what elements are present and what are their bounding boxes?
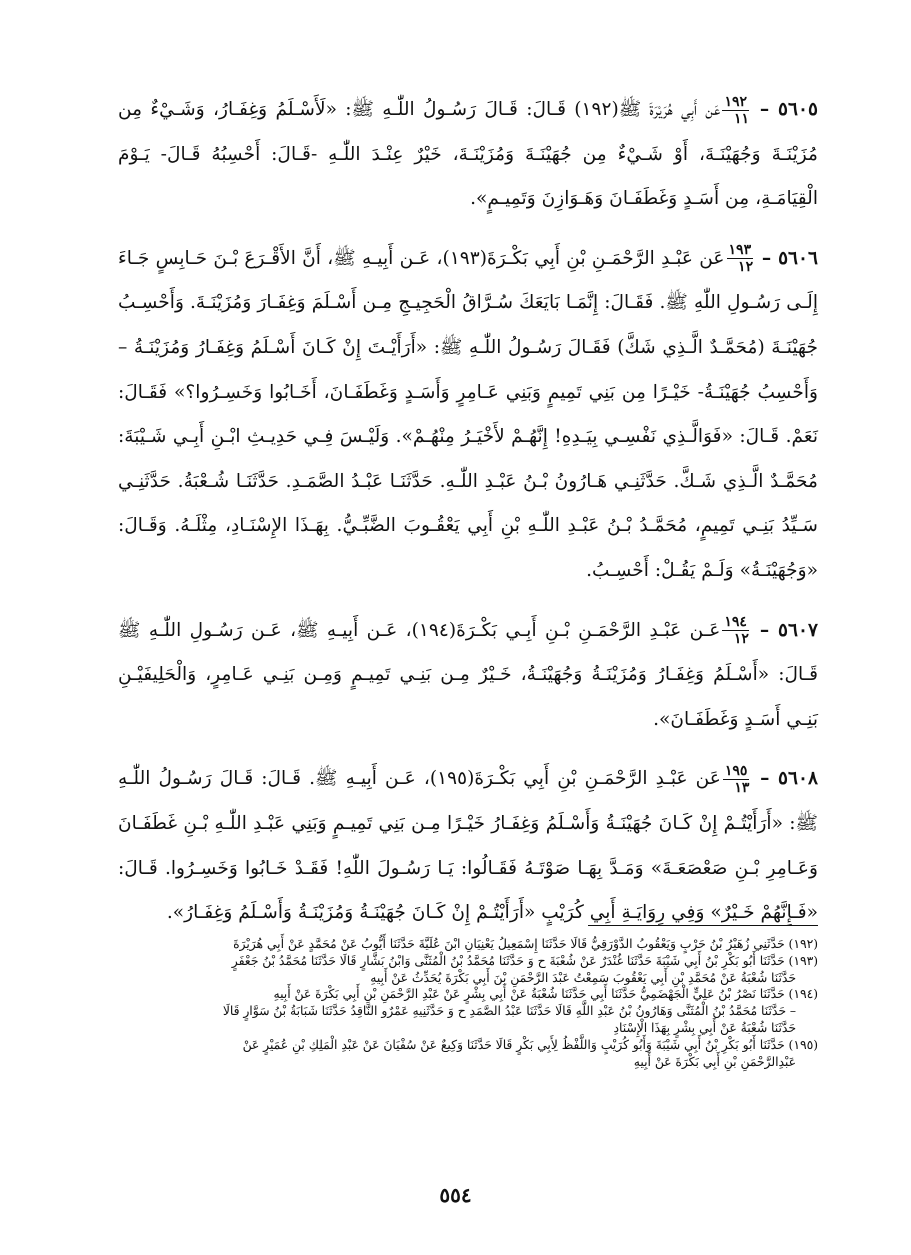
hadith-line: وَأَحْسِبُ جُهَيْنَـةُ- خَيْـرًا مِن بَنِي تَمِيمٍ وَبَنِي عَـامِرٍ وَأَسَـدٍ وَغَطَفَـانَ، أَخَـابُوا وَخَسِـرُوا؟» فَقَـالَ: — [118, 381, 818, 403]
page-number: ٥٥٤ — [439, 1183, 472, 1207]
footnote-line: عَبْدِالرَّحْمَنِ بْنِ أَبِي بَكْرَةَ عَنْ أَبِيهِ — [633, 1054, 796, 1069]
hadith-line: تَمِيمٍ، مُحَمَّـدُ بْـنُ عَبْـدِ اللّٰـهِ بْنِ أَبِي يَعْقُـوبَ الضَّبِّـيُّ. بِهَـذَا الإِسْنَـادِ، مِثْلَـهُ. وَقَـالَ: «وَجُهَيْنَـةُ» وَلَـمْ — [118, 515, 818, 581]
hadith-fraction: $\frac{١٩٤}{١٢}$ — [724, 614, 749, 648]
hadith-number: ٥٦٠٨ — [778, 768, 818, 790]
hadith-5607: ٥٦٠٧ – $\frac{١٩٤}{١٢}$ عَـن عَبْـدِ الرَّحْمَـنِ بْـنِ أَبِـي بَكْـرَةَ(١٩٤)، عَـن أَبِيـهِ ﷺ، عَـن رَسُـولِ اللّٰـهِ ﷺ قَـالَ: «أَسْـلَمُ وَغِفَـارُ وَمُزَيْنَـةُ وَجُهَيْنَـةُ، خَـيْرٌ مِـن بَنِـي تَمِيـمٍ وَمِـن بَنِـي عَـامِرٍ، وَالْحَلِيفَيْـنِ بَنِـي أَسَـدٍ وَغَطَفَـانَ». — [118, 614, 818, 730]
hadith-5608: ٥٦٠٨ – $\frac{١٩٥}{١٣}$ عَن عَبْـدِ الرَّحْمَـنِ بْنِ أَبِي بَكْـرَةَ(١٩٥)، عَـن أَبِيـهِ ﷺ. قَـالَ: قَـالَ رَسُـولُ اللّٰـهِ ﷺ: «أَرَأَيْتُـمْ إِنْ كَـانَ جُهَيْنَـةُ وَأَسْـلَمُ وَغِفَـارُ خَيْـرًا مِـن بَنِي تَمِيـمٍ وَبَنِي عَبْـدِ اللّٰـهِ بْـنِ غَطَفَـانَ وَعَـامِرِ بْـنِ صَعْصَعَـةَ» وَمَـدَّ بِهَـا صَوْتَـهُ فَقَـالُوا: يَـا رَسُـولَ اللّٰهِ! فَقَـدْ خَـابُوا وَخَسِـرُوا. قَـالَ: «فَـإِنَّهُمْ خَـيْرٌ» وَفِي رِوَايَـةِ أَبِي كُرَيْبٍ «أَرَأَيْتُـمْ إِنْ كَـانَ جُهَيْنَـةُ وَمُزَيْنَـةُ وَأَسْـلَمُ وَغِفَـارُ». — [118, 762, 818, 924]
hadith-line: «أَرَأَيْتُـمْ إِنْ كَـانَ جُهَيْنَـةُ وَأَسْـلَمُ وَغِفَـارُ خَيْـرًا مِـن بَنِي تَمِيـمٍ وَبَنِي عَبْـدِ اللّٰـهِ بْـنِ غَطَفَـانَ وَعَـامِرِ بْـنِ — [118, 812, 818, 879]
hadith-line: جُهَيْنَـةَ (مُحَمَّـدٌ الَّـذِي شَكَّ) فَقَـالَ رَسُـولُ اللّٰـهِ ﷺ: «أَرَأَيْـتَ إِنْ كَـانَ أَسْـلَمُ وَغِفَـارُ وَمُزَيْنَـةُ – — [118, 336, 818, 358]
footnote-line: (١٩٢) حَدَّثَنِي زُهَيْرُ بْنُ حَرْبٍ وَيَعْقُوبُ الدَّوْرَقِيُّ قَالَا حَدَّثَنَا إِسْمَعِيلُ يَعْنِيَانِ ابْنَ عُلَيَّةَ حَدَّثَنَا أَيُّوبُ عَنْ مُحَمَّدٍ عَنْ أَبِي هُرَيْرَةَ — [233, 937, 818, 951]
main-text — [118, 88, 818, 950]
footnote-193 — [118, 953, 818, 987]
hadith-line: نَعَمْ. قَـالَ: «فَوَالَّـذِي نَفْسِـي بِيَـدِهِ! إِنَّهُـمْ لأَخْيَـرُ مِنْهُـمْ». وَلَيْـسَ فِـي حَدِيـثِ ابْـنِ أَبِـي شَـيْبَةَ: مُحَمَّـدٌ — [118, 426, 818, 492]
hadith-line: الَّـذِي شَـكَّ. حَدَّثَنِـي هَـارُونُ بْـنُ عَبْـدِ اللّٰـهِ. حَدَّثَنَـا عَبْـدُ الصَّمَـدِ. حَدَّثَنَـا شُـعْبَةُ. حَدَّثَنِـي سَـيِّدُ بَنِـي — [118, 470, 818, 537]
footnote-line: – حَدَّثَنَا مُحَمَّدُ بْنُ الْمُثَنَّى وَهَارُونُ بْنُ عَبْدِ اللَّهِ قَالَا حَدَّثَنَا عَبْدُ الصَّمَدِ ح وَ حَدَّثَنِيهِ عَمْرٌو النَّاقِدُ حَدَّثَنَا شَبَابَةُ بْنُ سَوَّارٍ قَالَا — [222, 1004, 796, 1019]
hadith-number: ٥٦٠٦ — [778, 247, 819, 269]
footnote-line: حَدَّثَنَا شُعْبَةُ عَنْ أَبِي بِشْرٍ بِهَذَا الْإِسْنَادِ — [613, 1020, 796, 1035]
hadith-line: وَفِي رِوَايَـةِ أَبِي كُرَيْبٍ «أَرَأَيْتُـمْ إِنْ كَـانَ جُهَيْنَـةُ وَمُزَيْنَـةُ وَأَسْـلَمُ وَغِفَـارُ». — [166, 902, 705, 924]
footnote-194 — [118, 986, 818, 1036]
hadith-fraction: $\frac{١٩٢}{١١}$ — [724, 93, 750, 127]
hadith-line: إِلَـى رَسُـولِ اللّٰهِ ﷺ. فَقَـالَ: إِنَّمَـا بَايَعَكَ سُـرَّاقُ الْحَجِيـجِ مِـن أَسْـلَمَ وَغِفَـارَ وَمُزَيْنَـةَ. وَأَحْسِـبُ — [118, 292, 818, 314]
hadith-number: ٥٦٠٥ — [778, 99, 818, 120]
footnote-195 — [118, 1037, 818, 1071]
hadith-fraction: $\frac{١٩٣}{١٢}$ — [728, 242, 754, 276]
hadith-line: مِن أَسَـدٍ وَغَطَفَـانَ وَهَـوَازِنَ وَتَمِيـمٍ». — [470, 188, 750, 210]
hadith-number: ٥٦٠٧ — [778, 619, 818, 641]
hadith-line: صَعْصَعَـةَ» وَمَـدَّ بِهَـا صَوْتَـهُ فَقَـالُوا: يَـا رَسُـولَ اللّٰهِ! فَقَـدْ خَـابُوا وَخَسِـرُوا. قَـالَ: «فَـإِنَّهُمْ خَـيْرٌ» — [118, 857, 818, 924]
footnote-line: (١٩٤) حَدَّثَنَا نَصْرُ بْنُ عَلِيٍّ الْجَهْضَمِيُّ حَدَّثَنَا أَبِي حَدَّثَنَا شُعْبَةُ عَنْ أَبِي بِشْرٍ عَنْ عَبْدِ الرَّحْمَنِ بْنِ أَبِي بَكْرَةَ عَنْ أَبِيهِ — [273, 987, 818, 1002]
footnote-line: (١٩٣) حَدَّثَنَا أَبُو بَكْرِ بْنُ أَبِي شَيْبَةَ حَدَّثَنَا غُنْدَرٌ عَنْ شُعْبَةَ ح وَ حَدَّثَنَا مُحَمَّدُ بْنُ الْمُثَنَّى وَابْنُ بَشَّارٍ قَالَا حَدَّثَنَا مُحَمَّدُ بْنُ جَعْفَرٍ — [231, 953, 818, 968]
hadith-line: عَن عَبْـدِ الرَّحْمَـنِ بْنِ أَبِي بَكْـرَةَ(١٩٣)، عَـن أَبِيـهِ ﷺ، أَنَّ الأَقْـرَعَ بْـنَ حَـابِسٍ جَـاءَ — [118, 247, 725, 269]
hadith-5605: ٥٦٠٥ – $\frac{١٩٢}{١١}$ عَن أَبِي هُرَيْرَةَ ﷺ(١٩٢) قَـالَ: قَـالَ رَسُـولُ اللّٰـهِ ﷺ: «لَأَسْـلَمُ وَغِفَـارُ، وَشَـيْءٌ مِن مُزَيْنَـةَ وَجُهَيْنَـةَ، أَوْ شَـيْءٌ مِن جُهَيْنَـةَ وَمُزَيْنَـةَ، خَيْرٌ عِنْـدَ اللّٰـهِ -قَـالَ: أَحْسِبُهُ قَـالَ- يَـوْمَ الْقِيَامَـةِ، مِن أَسَـدٍ وَغَطَفَـانَ وَهَـوَازِنَ وَتَمِيـمٍ». — [118, 93, 818, 210]
hadith-5606: ٥٦٠٦ – $\frac{١٩٣}{١٢}$ عَن عَبْـدِ الرَّحْمَـنِ بْنِ أَبِي بَكْـرَةَ(١٩٣)، عَـن أَبِيـهِ ﷺ، أَنَّ الأَقْـرَعَ بْـنَ حَـابِسٍ جَـاءَ إِلَـى رَسُـولِ اللّٰهِ ﷺ. فَقَـالَ: إِنَّمَـا بَايَعَكَ سُـرَّاقُ الْحَجِيـجِ مِـن أَسْـلَمَ وَغِفَـارَ وَمُزَيْنَـةَ. وَأَحْسِـبُ جُهَيْنَـةَ (مُحَمَّـدٌ الَّـذِي شَكَّ) فَقَـالَ رَسُـولُ اللّٰـهِ ﷺ: «أَرَأَيْـتَ إِنْ كَـانَ أَسْـلَمُ وَغِفَـارُ وَمُزَيْنَـةُ – وَأَحْسِبُ جُهَيْنَـةُ- خَيْـرًا مِن بَنِي تَمِيمٍ وَبَنِي عَـامِرٍ وَأَسَـدٍ وَغَطَفَـانَ، أَخَـابُوا وَخَسِـرُوا؟» فَقَـالَ: نَعَمْ. قَـالَ: «فَوَالَّـذِي نَفْسِـي بِيَـدِهِ! إِنَّهُـمْ لأَخْيَـرُ مِنْهُـمْ». وَلَيْـسَ فِـي حَدِيـثِ ابْـنِ أَبِـي شَـيْبَةَ: مُحَمَّـدٌ الَّـذِي شَـكَّ. حَدَّثَنِـي هَـارُونُ بْـنُ عَبْـدِ اللّٰـهِ. حَدَّثَنَـا عَبْـدُ الصَّمَـدِ. حَدَّثَنَـا شُـعْبَةُ. حَدَّثَنِـي سَـيِّدُ بَنِـي تَمِيمٍ، مُحَمَّـدُ بْـنُ عَبْـدِ اللّٰـهِ بْنِ أَبِي يَعْقُـوبَ الضَّبِّـيُّ. بِهَـذَا الإِسْنَـادِ، مِثْلَـهُ. وَقَـالَ: «وَجُهَيْنَـةُ» وَلَـمْ يَقُـلْ: أَحْسِـبُ. — [118, 242, 819, 581]
hadith-line: يَقُـلْ: أَحْسِـبُ. — [586, 559, 696, 581]
hadith-line: ﷺ قَـالَ: «أَسْـلَمُ وَغِفَـارُ وَمُزَيْنَـةُ وَجُهَيْنَـةُ، خَـيْرٌ مِـن بَنِـي تَمِيـمٍ وَمِـن بَنِـي عَـامِرٍ، — [118, 619, 818, 686]
footnotes — [118, 936, 818, 1070]
hadith-line: عَن عَبْـدِ الرَّحْمَـنِ بْنِ أَبِي بَكْـرَةَ(١٩٥)، عَـن أَبِيـهِ ﷺ. قَـالَ: قَـالَ رَسُـولُ اللّٰـهِ ﷺ: — [118, 768, 818, 834]
footnote-line: حَدَّثَنَا شُعْبَةُ عَنْ مُحَمَّدِ بْنِ أَبِي يَعْقُوبَ سَمِعْتُ عَبْدَ الرَّحْمَنِ بْنَ أَبِي بَكْرَةَ يُحَدِّثُ عَنْ أَبِيهِ — [370, 970, 796, 985]
hadith-line: مِن مُزَيْنَـةَ وَجُهَيْنَـةَ، أَوْ شَـيْءٌ مِن جُهَيْنَـةَ وَمُزَيْنَـةَ، خَيْرٌ عِنْـدَ اللّٰـهِ -قَـالَ: أَحْسِبُهُ قَـالَ- يَـوْمَ الْقِيَامَـةِ، — [118, 99, 818, 210]
hadith-line: عَـن عَبْـدِ الرَّحْمَـنِ بْـنِ أَبِـي بَكْـرَةَ(١٩٤)، عَـن أَبِيـهِ ﷺ، عَـن رَسُـولِ اللّٰـهِ — [148, 619, 721, 641]
footnote-separator — [588, 925, 818, 926]
hadith-line: عَن أَبِي هُرَيْرَةَ ﷺ(١٩٢) قَـالَ: قَـالَ رَسُـولُ اللّٰـهِ ﷺ: «لَأَسْـلَمُ وَغِفَـارُ، وَشَـيْءٌ — [150, 99, 721, 120]
footnote-192 — [118, 936, 818, 953]
hadith-fraction: $\frac{١٩٥}{١٣}$ — [724, 762, 750, 796]
hadith-line: وَالْحَلِيفَيْـنِ بَنِـي أَسَـدٍ وَغَطَفَـانَ». — [118, 664, 818, 730]
footnote-line: (١٩٥) حَدَّثَنَا أَبُو بَكْرِ بْنُ أَبِي شَيْبَةَ وَأَبُو كُرَيْبٍ وَاللَّفْظُ لِأَبِي بَكْرٍ قَالَا حَدَّثَنَا وَكِيعٌ عَنْ سُفْيَانَ عَنْ عَبْدِ الْمَلِكِ بْنِ عُمَيْرٍ عَنْ — [242, 1037, 818, 1052]
